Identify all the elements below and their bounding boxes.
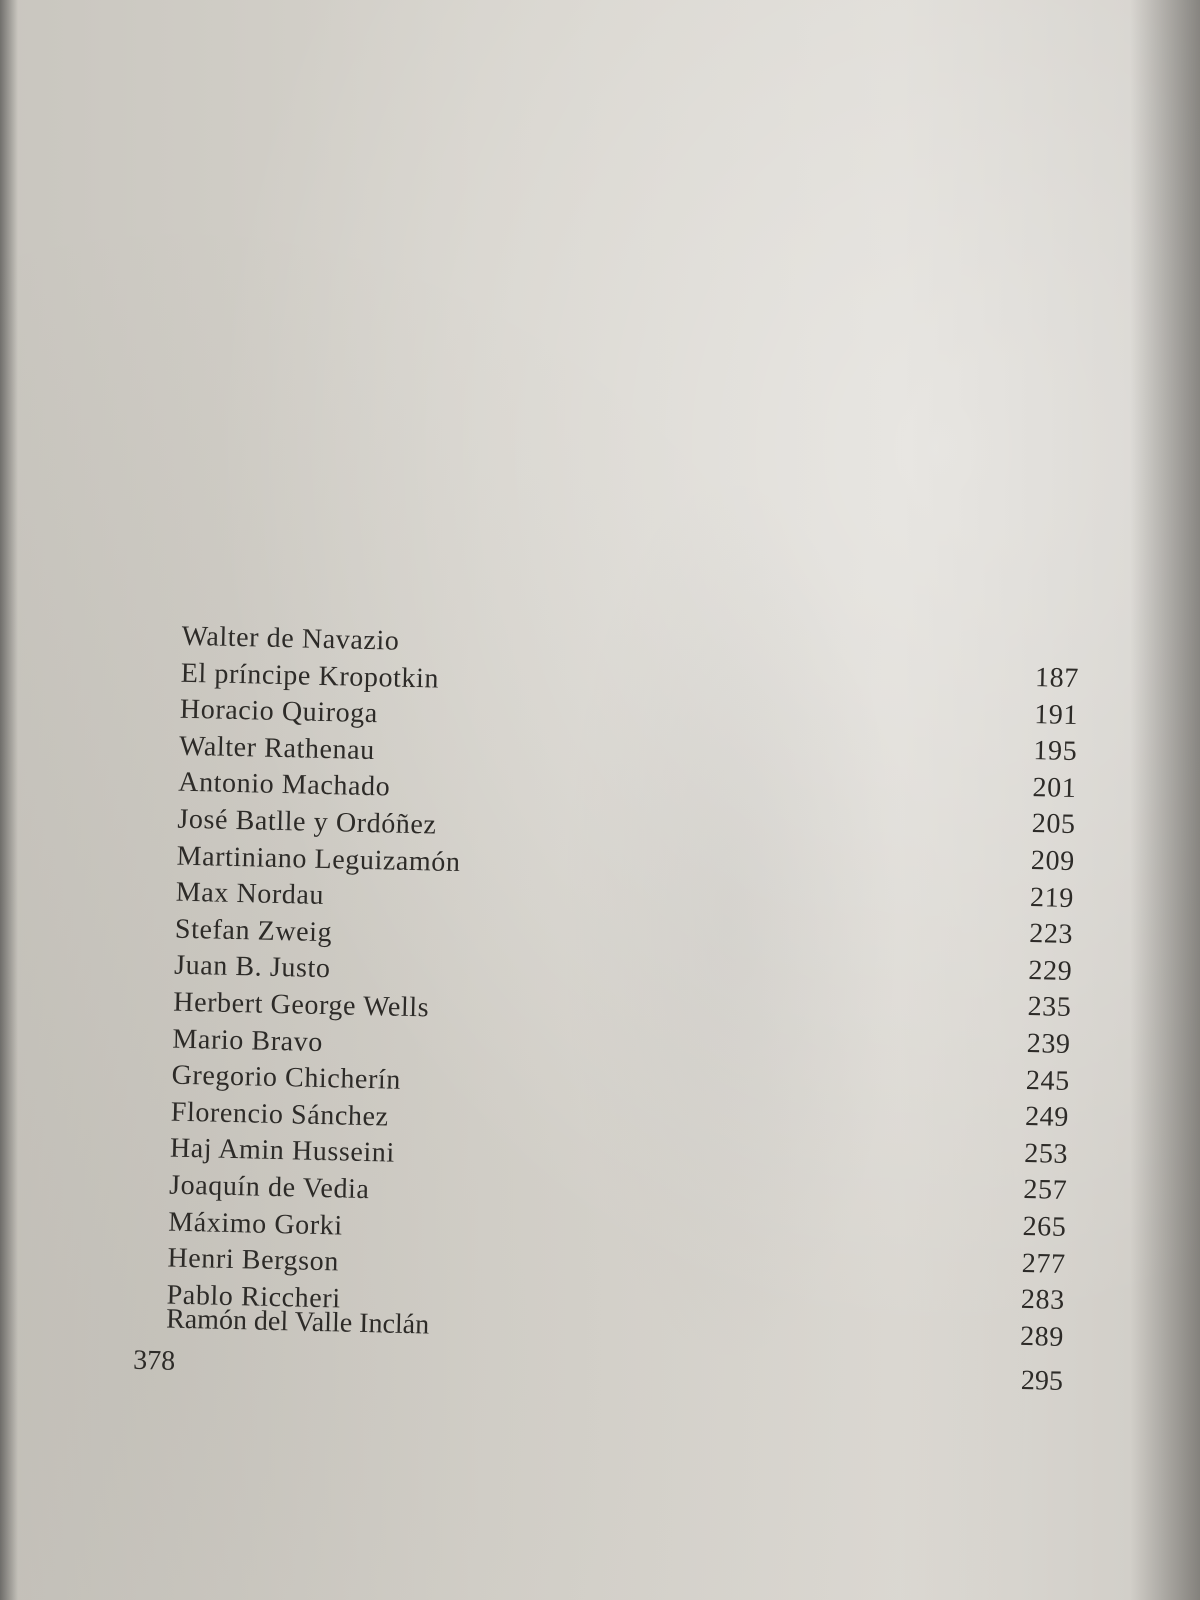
entry-title: Walter Rathenau (178, 730, 376, 766)
entry-page-number: 239 (1026, 1027, 1071, 1060)
entry-page-number: 205 (1031, 808, 1076, 841)
entry-title: Max Nordau (175, 876, 325, 912)
entry-title: El príncipe Kropotkin (180, 657, 440, 695)
entry-page-number: 223 (1028, 918, 1074, 951)
entry-page-number: 295 (1020, 1365, 1064, 1398)
entry-title: Henri Bergson (167, 1242, 340, 1278)
entry-title: Antonio Machado (177, 767, 391, 803)
entry-page-number: 289 (1019, 1320, 1065, 1353)
entry-page-number: 187 (1034, 662, 1080, 695)
entry-title: Pablo Riccheri (166, 1279, 342, 1315)
entry-page-number: 283 (1020, 1284, 1066, 1317)
page-edge-shadow (1130, 0, 1200, 1600)
entry-page-number: 265 (1022, 1210, 1067, 1243)
entry-page-number: 257 (1023, 1174, 1068, 1207)
entry-page-number: 201 (1032, 771, 1077, 804)
entry-title: Gregorio Chicherín (171, 1059, 402, 1096)
entry-page-number: 235 (1027, 991, 1072, 1024)
entry-title: Herbert George Wells (172, 986, 430, 1024)
page-folio-number: 378 (132, 1345, 176, 1378)
entry-title: Mario Bravo (172, 1023, 324, 1058)
entry-title: Horacio Quiroga (179, 693, 379, 730)
entry-page-number: 245 (1025, 1064, 1071, 1097)
entry-title: José Batlle y Ordóñez (177, 803, 437, 841)
entry-title: Ramón del Valle Inclán (165, 1303, 430, 1341)
entry-title: Walter de Navazio (181, 620, 400, 657)
entry-page-number: 277 (1021, 1247, 1066, 1280)
entry-title: Juan B. Justo (173, 949, 331, 985)
table-of-contents (132, 620, 1080, 1398)
entry-page-number: 191 (1033, 698, 1079, 731)
entry-title: Florencio Sánchez (170, 1096, 389, 1133)
entry-title: Martiniano Leguizamón (176, 840, 461, 878)
entry-page-number: 229 (1028, 954, 1073, 987)
entry-title: Haj Amin Husseini (169, 1132, 396, 1170)
spine-shadow (0, 0, 18, 1600)
entry-page-number: 209 (1030, 845, 1076, 878)
entry-title: Stefan Zweig (174, 913, 333, 948)
entry-page-number: 253 (1023, 1137, 1069, 1170)
entry-page-number: 249 (1024, 1101, 1070, 1134)
entry-title: Máximo Gorki (168, 1206, 344, 1242)
entry-title: Joaquín de Vedia (168, 1169, 370, 1206)
entry-page-number: 219 (1029, 881, 1075, 914)
entry-page-number: 195 (1033, 735, 1078, 768)
